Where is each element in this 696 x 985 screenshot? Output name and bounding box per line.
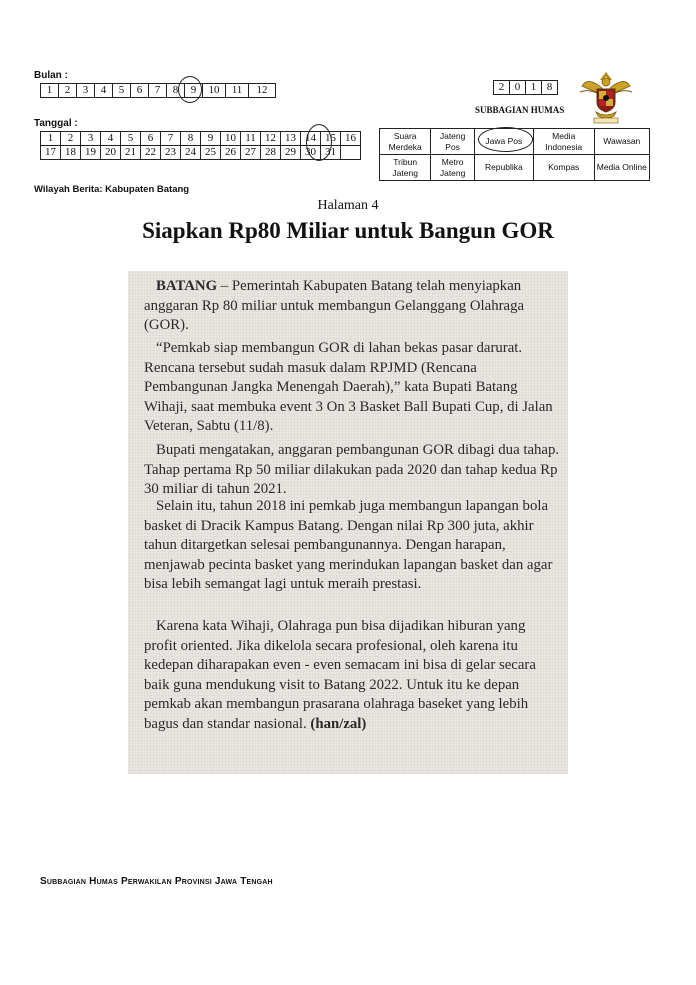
paragraph-1 — [144, 277, 560, 336]
paragraph-5 — [144, 617, 560, 735]
month-cell: 10 — [203, 84, 226, 98]
page-number: Halaman 4 — [317, 198, 379, 213]
media-outlet-cell: Jateng Pos — [431, 129, 474, 155]
media-outlet-cell: Wawasan — [594, 129, 649, 155]
media-outlet-cell: Republika — [474, 155, 533, 181]
year-grid — [493, 80, 558, 95]
date-circle-mark — [306, 124, 332, 161]
news-clipping — [128, 271, 568, 774]
month-grid — [40, 83, 276, 98]
month-circle-mark — [178, 76, 202, 103]
month-cell: 4 — [95, 84, 113, 98]
month-cell: 7 — [149, 84, 167, 98]
date2-cell: 18 — [61, 146, 81, 160]
date1-cell: 14 — [301, 132, 321, 146]
date2-cell: 29 — [281, 146, 301, 160]
wilayah-label: Wilayah Berita: Kabupaten Batang — [34, 184, 190, 195]
byline: (han/zal) — [306, 715, 367, 732]
date2-cell: 23 — [161, 146, 181, 160]
paragraph-5-text: Karena kata Wihaji, Olahraga pun bisa dijadikan hiburan yang profit oriented. Jika dikelola secara profesional, oleh karena itu kedepan diharapakan even - even semacam ini bisa di gelar secara baik guna mendukung visit to Batang 2022. Untuk itu ke depan pemkab akan membangun prasarana olahraga baseket yang lebih bagus dan standar nasional. — [144, 618, 536, 732]
article-title: Siapkan Rp80 Miliar untuk Bangun GOR — [142, 218, 554, 243]
media-outlet-cell: Media Indonesia — [533, 129, 594, 155]
date2-cell: 27 — [241, 146, 261, 160]
date2-cell: 31 — [321, 146, 341, 160]
date2-cell: 19 — [81, 146, 101, 160]
media-circle-mark — [478, 127, 533, 152]
date2-cell: 17 — [41, 146, 61, 160]
month-cell: 8 — [167, 84, 185, 98]
date1-cell: 10 — [221, 132, 241, 146]
year-cell: 1 — [526, 81, 542, 95]
office-label: SUBBAGIAN HUMAS — [475, 105, 565, 115]
date1-cell: 6 — [141, 132, 161, 146]
paragraph-1-text: – Pemerintah Kabupaten Batang telah menyiapkan anggaran Rp 80 miliar untuk membangun Gelanggang Olahraga (GOR). — [144, 278, 525, 334]
date2-cell: 28 — [261, 146, 281, 160]
date1-cell: 9 — [201, 132, 221, 146]
date2-cell: 26 — [221, 146, 241, 160]
date2-cell: 20 — [101, 146, 121, 160]
media-outlet-cell: Suara Merdeka — [380, 129, 431, 155]
media-outlet-cell: Metro Jateng — [431, 155, 474, 181]
garuda-emblem-icon — [578, 68, 634, 126]
media-outlet-cell: Kompas — [533, 155, 594, 181]
dateline: BATANG — [156, 278, 218, 294]
month-cell: 11 — [226, 84, 249, 98]
month-cell: 12 — [249, 84, 276, 98]
date1-cell: 11 — [241, 132, 261, 146]
tanggal-label: Tanggal : — [34, 118, 78, 129]
paragraph-4 — [144, 497, 560, 595]
year-cell: 8 — [542, 81, 558, 95]
date2-cell: 25 — [201, 146, 221, 160]
date2-cell: 24 — [181, 146, 201, 160]
paragraph-3 — [144, 441, 560, 500]
media-outlet-cell: Tribun Jateng — [380, 155, 431, 181]
bulan-label: Bulan : — [34, 70, 68, 81]
date1-cell: 3 — [81, 132, 101, 146]
date1-cell: 1 — [41, 132, 61, 146]
date1-cell: 8 — [181, 132, 201, 146]
month-cell: 1 — [41, 84, 59, 98]
media-outlet-cell: Jawa Pos — [474, 129, 533, 155]
date2-cell: 21 — [121, 146, 141, 160]
year-cell: 2 — [494, 81, 510, 95]
month-cell: 5 — [113, 84, 131, 98]
month-cell: 3 — [77, 84, 95, 98]
month-cell: 6 — [131, 84, 149, 98]
date1-cell: 12 — [261, 132, 281, 146]
footer-text: Subbagian Humas Perwakilan Provinsi Jawa Tengah — [40, 876, 273, 887]
date1-cell: 15 — [321, 132, 341, 146]
media-outlet-cell: Media Online — [594, 155, 649, 181]
month-cell: 2 — [59, 84, 77, 98]
paragraph-4-text: Selain itu, tahun 2018 ini pemkab juga membangun lapangan bola basket di Dracik Kampus Batang. Dengan nilai Rp 300 juta, akhir tahun ditargetkan selesai pembangunannya. Dengan harapan, menjawab pecinta basket yang merindukan lapangan basket dan agar bisa lebih semangat lagi untuk meraih prestasi. — [144, 498, 553, 593]
date2-cell: 22 — [141, 146, 161, 160]
date1-cell: 4 — [101, 132, 121, 146]
date1-cell: 2 — [61, 132, 81, 146]
paragraph-3-text: Bupati mengatakan, anggaran pembangunan GOR dibagi dua tahap. Tahap pertama Rp 50 miliar dilakukan pada 2020 dan tahap kedua Rp 30 miliar di tahun 2021. — [144, 442, 560, 498]
date2-cell — [341, 146, 361, 160]
paragraph-2-text: “Pemkab siap membangun GOR di lahan bekas pasar darurat. Rencana tersebut sudah masuk dalam RPJMD (Rencana Pembangunan Jangka Menengah Daerah),” kata Bupati Batang Wihaji, saat membuka event 3 On 3 Basket Ball Bupati Cup, di Jalan Veteran, Sabtu (11/8). — [144, 340, 553, 435]
date2-cell: 30 — [301, 146, 321, 160]
date1-cell: 13 — [281, 132, 301, 146]
paragraph-2 — [144, 339, 560, 437]
date1-cell: 16 — [341, 132, 361, 146]
month-cell: 9 — [185, 84, 203, 98]
date1-cell: 5 — [121, 132, 141, 146]
date1-cell: 7 — [161, 132, 181, 146]
year-cell: 0 — [510, 81, 526, 95]
